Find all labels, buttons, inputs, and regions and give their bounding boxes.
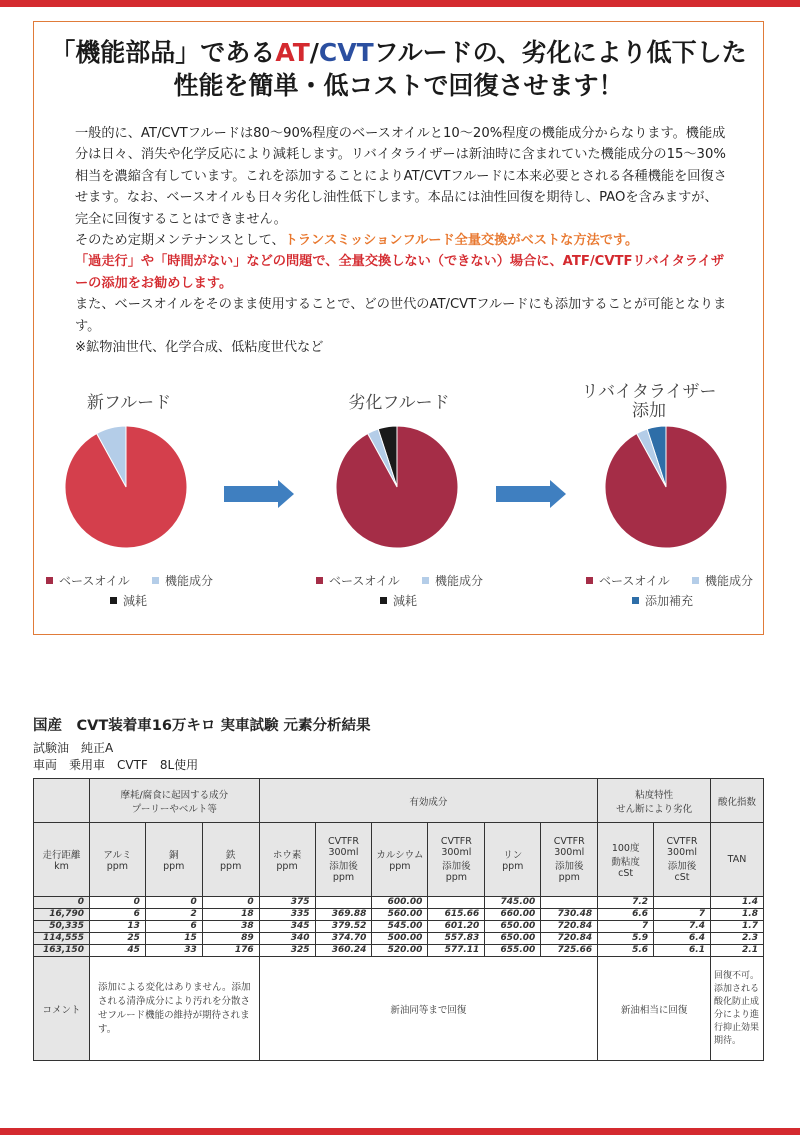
- legend-swatch-functional: [152, 577, 159, 584]
- table-cell: [428, 897, 485, 909]
- table-column-header: [34, 823, 764, 897]
- table-cell: 45: [89, 945, 145, 957]
- col-calcium: カルシウム ppm: [372, 823, 428, 897]
- headline-at: AT: [275, 38, 310, 67]
- table-cell: 650.00: [485, 921, 541, 933]
- comment-effective: 新油同等まで回復: [259, 957, 598, 1061]
- table-cell: 38: [202, 921, 259, 933]
- pie-chart-new-fluid: [64, 425, 188, 549]
- group-viscosity: 粘度特性 せん断により劣化: [598, 779, 711, 823]
- col-distance: 走行距離 km: [34, 823, 90, 897]
- body-paragraph-4: また、ベースオイルをそのまま使用することで、どの世代のAT/CVTフルードにも添加することが可能となります。: [75, 297, 727, 334]
- table-cell: 16,790: [34, 909, 90, 921]
- table-cell: 345: [259, 921, 315, 933]
- pie-chart-degraded-fluid: [335, 425, 459, 549]
- results-title: 国産 CVT装着車16万キロ 実車試験 元素分析結果: [33, 718, 371, 734]
- body-note: ※鉱物油世代、化学合成、低粘度世代など: [75, 340, 324, 356]
- table-cell: 114,555: [34, 933, 90, 945]
- bottom-red-bar: [0, 1128, 800, 1135]
- table-row: [34, 945, 764, 957]
- comment-acid: 回復不可。添加される酸化防止成分により進行抑止効果期待。: [711, 957, 764, 1061]
- arrow-right-icon: [496, 480, 568, 508]
- table-cell: 650.00: [485, 933, 541, 945]
- pie-new-title: 新フルード: [86, 393, 172, 413]
- table-cell: 6.1: [654, 945, 711, 957]
- col-viscosity: 100度 動粘度 cSt: [598, 823, 654, 897]
- table-cell: 500.00: [372, 933, 428, 945]
- col-iron: 鉄 ppm: [202, 823, 259, 897]
- table-cell: 176: [202, 945, 259, 957]
- table-cell: 0: [145, 897, 202, 909]
- table-cell: [541, 897, 598, 909]
- col-calcium-added: CVTFR 300ml 添加後 ppm: [428, 823, 485, 897]
- table-group-header: [34, 779, 764, 823]
- pie-degraded-legend: ベースオイル 機能成分 減耗: [304, 572, 534, 612]
- table-cell: 50,335: [34, 921, 90, 933]
- table-cell: 600.00: [372, 897, 428, 909]
- comment-wear: 添加による変化はありません。添加される清浄成分により汚れを分散させフルード機能の維持が期待されます。: [89, 957, 259, 1061]
- table-cell: 1.4: [711, 897, 764, 909]
- col-boron-added: CVTFR 300ml 添加後 ppm: [315, 823, 372, 897]
- pie-revitalizer-title: リバイタライザー 添加: [581, 382, 717, 421]
- test-oil-label: 試験油 純正A: [33, 741, 114, 755]
- table-cell: 89: [202, 933, 259, 945]
- table-cell: 5.6: [598, 945, 654, 957]
- body-highlight-orange: トランスミッションフルード全量交換がベストな方法です。: [284, 233, 639, 249]
- table-cell: 5.9: [598, 933, 654, 945]
- group-effective: 有効成分: [259, 779, 598, 823]
- table-cell: 163,150: [34, 945, 90, 957]
- headline-line2: 性能を簡単・低コストで回復させます！: [173, 71, 624, 100]
- table-cell: 7.4: [654, 921, 711, 933]
- vehicle-label: 車両 乗用車 CVTF 8L使用: [33, 758, 199, 772]
- table-cell: 6: [145, 921, 202, 933]
- table-comment-row: [34, 957, 764, 1061]
- table-body: [34, 897, 764, 957]
- table-cell: 374.70: [315, 933, 372, 945]
- table-cell: 725.66: [541, 945, 598, 957]
- table-cell: 601.20: [428, 921, 485, 933]
- table-cell: 655.00: [485, 945, 541, 957]
- table-cell: [654, 897, 711, 909]
- body-paragraph-2: そのため定期メンテナンスとして、: [75, 233, 285, 249]
- table-cell: 0: [89, 897, 145, 909]
- pie-new-legend: ベースオイル 機能成分 減耗: [34, 572, 264, 612]
- table-cell: 15: [145, 933, 202, 945]
- table-cell: 6.6: [598, 909, 654, 921]
- body-text: [75, 123, 727, 358]
- body-highlight-red: 「過走行」や「時間がない」などの問題で、全量交換しない（できない）場合に、ATF/CVTFリバイタライザーの添加をお勧めします。: [75, 254, 725, 291]
- table-cell: 745.00: [485, 897, 541, 909]
- headline: [34, 36, 763, 102]
- table-cell: 1.8: [711, 909, 764, 921]
- table-cell: 325: [259, 945, 315, 957]
- table-cell: 2: [145, 909, 202, 921]
- col-aluminum: アルミ ppm: [89, 823, 145, 897]
- table-cell: 33: [145, 945, 202, 957]
- table-row: [34, 909, 764, 921]
- table-cell: 369.88: [315, 909, 372, 921]
- table-cell: 577.11: [428, 945, 485, 957]
- table-cell: 560.00: [372, 909, 428, 921]
- pie-degraded-title: 劣化フルード: [348, 393, 450, 413]
- col-phosphorus: リン ppm: [485, 823, 541, 897]
- pie-slice-base: [605, 426, 727, 548]
- col-tan: TAN: [711, 823, 764, 897]
- table-cell: 7.2: [598, 897, 654, 909]
- body-paragraph-1: 一般的に、AT/CVTフルードは80～90%程度のベースオイルと10～20%程度の機能成分からなります。機能成分は日々、消失や化学反応により減耗します。リバイタライザーは新油時に含まれていた機能成分の15～30%相当を濃縮含有しています。これを添加することによりAT/CVTフルードに本来必要とされる各種機能を回復させます。なお、ベースオイルも日々劣化し油性低下します。本品には油性回復を期待し、PAOを含みますが、完全に回復することはできません。: [75, 126, 727, 227]
- table-cell: 720.84: [541, 933, 598, 945]
- table-cell: 18: [202, 909, 259, 921]
- table-cell: 1.7: [711, 921, 764, 933]
- col-phosphorus-added: CVTFR 300ml 添加後 ppm: [541, 823, 598, 897]
- table-cell: 520.00: [372, 945, 428, 957]
- table-cell: 7: [598, 921, 654, 933]
- col-viscosity-added: CVTFR 300ml 添加後 cSt: [654, 823, 711, 897]
- table-cell: 13: [89, 921, 145, 933]
- pie-slice-base: [336, 426, 458, 548]
- table-cell: 730.48: [541, 909, 598, 921]
- top-red-bar: [0, 0, 800, 7]
- table-row: [34, 933, 764, 945]
- comment-label: コメント: [34, 957, 90, 1061]
- table-cell: 0: [34, 897, 90, 909]
- table-cell: 660.00: [485, 909, 541, 921]
- headline-line1: 「機能部品」であるAT/CVTフルードの、劣化により低下した: [50, 38, 747, 67]
- table-row: [34, 897, 764, 909]
- table-cell: 720.84: [541, 921, 598, 933]
- group-acid: 酸化指数: [711, 779, 764, 823]
- table-cell: 6: [89, 909, 145, 921]
- pie-slice-base: [65, 426, 187, 548]
- pie-revitalizer-legend: ベースオイル 機能成分 添加補充: [574, 572, 764, 612]
- table-cell: 6.4: [654, 933, 711, 945]
- table-cell: 545.00: [372, 921, 428, 933]
- comment-viscosity: 新油相当に回復: [598, 957, 711, 1061]
- legend-swatch-base: [46, 577, 53, 584]
- table-cell: 557.83: [428, 933, 485, 945]
- table-cell: 375: [259, 897, 315, 909]
- col-copper: 銅 ppm: [145, 823, 202, 897]
- results-table: [33, 778, 764, 1061]
- table-cell: 335: [259, 909, 315, 921]
- info-panel: [33, 21, 764, 635]
- table-cell: 615.66: [428, 909, 485, 921]
- table-cell: 2.1: [711, 945, 764, 957]
- table-cell: 379.52: [315, 921, 372, 933]
- arrow-right-icon: [224, 480, 296, 508]
- table-cell: 340: [259, 933, 315, 945]
- table-cell: 0: [202, 897, 259, 909]
- table-row: [34, 921, 764, 933]
- table-cell: [315, 897, 372, 909]
- pie-chart-revitalizer-added: [604, 425, 728, 549]
- table-cell: 2.3: [711, 933, 764, 945]
- table-cell: 7: [654, 909, 711, 921]
- group-wear: 摩耗/腐食に起因する成分 プーリーやベルト等: [89, 779, 259, 823]
- legend-swatch-consumed: [110, 597, 117, 604]
- table-cell: 25: [89, 933, 145, 945]
- headline-cvt: CVT: [318, 38, 374, 67]
- table-cell: 360.24: [315, 945, 372, 957]
- col-boron: ホウ素 ppm: [259, 823, 315, 897]
